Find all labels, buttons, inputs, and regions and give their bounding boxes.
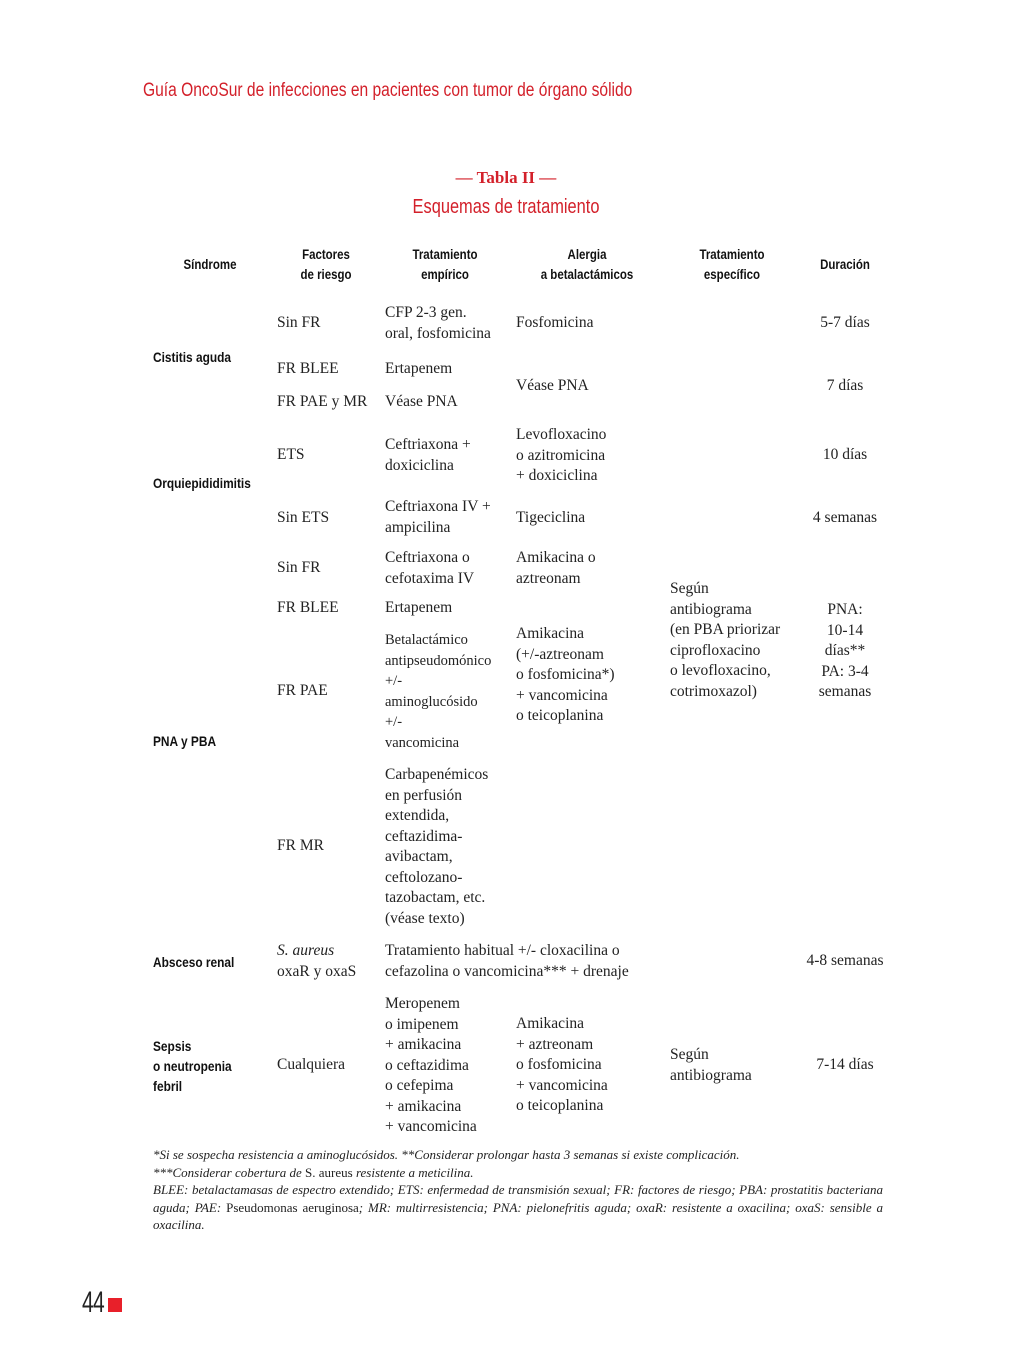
risk-cell: FR PAE — [277, 682, 328, 699]
duration-cell: 4-8 semanas — [806, 952, 884, 969]
syndrome-absceso-renal: Absceso renal — [153, 954, 235, 970]
risk-cell: Sin FR — [277, 314, 321, 331]
empiric-cell: Ertapenem — [385, 599, 453, 616]
allergy-cell: Amikacina (+/-aztreonam o fosfomicina*) + vancomicina o teicoplanina — [516, 625, 615, 724]
duration-cell: PNA: 10-14 días** PA: 3-4 semanas — [818, 601, 872, 700]
allergy-cell: Véase PNA — [516, 377, 589, 394]
col-header-specific: Tratamiento específico — [699, 246, 765, 282]
risk-cell: S. aureus oxaR y oxaS — [277, 942, 357, 980]
risk-cell: FR BLEE — [277, 360, 339, 377]
duration-cell: 4 semanas — [812, 509, 878, 526]
empiric-cell: Meropenem o imipenem + amikacina o ceftazidima o cefepima + amikacina + vancomicina — [385, 995, 477, 1135]
empiric-cell: Ertapenem — [385, 360, 453, 377]
risk-cell: Sin FR — [277, 559, 321, 576]
running-header: Guía OncoSur de infecciones en pacientes con tumor de órgano sólido — [143, 80, 633, 101]
syndrome-cistitis: Cistitis aguda — [153, 349, 232, 365]
empiric-cell: CFP 2-3 gen. oral, fosfomicina — [385, 304, 491, 342]
table-title: Esquemas de tratamiento — [412, 196, 600, 218]
footnote-line: ***Considerar cobertura de S. aureus resistente a meticilina. — [153, 1164, 474, 1180]
risk-cell: FR PAE y MR — [277, 393, 368, 410]
specific-cell: Según antibiograma (en PBA priorizar ciprofloxacino o levofloxacino, cotrimoxazol) — [670, 580, 781, 700]
footnote-abbreviations: BLEE: betalactamasas de espectro extendido; ETS: enfermedad de transmisión sexual; FR: factores de riesgo; PBA: prostatitis bacteriana aguda; PAE: Pseudomonas aeruginosa; MR: multirresistencia; PNA: pielonefritis aguda; oxaR: resistente a oxacilina; oxaS: sensible a oxacilina. — [153, 1182, 883, 1232]
duration-cell: 7 días — [826, 377, 864, 394]
empiric-cell: Ceftriaxona IV + ampicilina — [385, 498, 491, 536]
empiric-cell: Ceftriaxona + doxiciclina — [385, 436, 471, 474]
allergy-cell: Fosfomicina — [516, 314, 594, 331]
allergy-cell: Amikacina o aztreonam — [516, 549, 596, 587]
empiric-cell: Véase PNA — [385, 393, 458, 410]
col-header-risk: Factores de riesgo — [300, 246, 352, 282]
footnote-line: *Si se sospecha resistencia a aminoglucósidos. **Considerar prolongar hasta 3 semanas si existe complicación. — [153, 1147, 740, 1162]
risk-cell: FR MR — [277, 837, 324, 854]
risk-cell: FR BLEE — [277, 599, 339, 616]
col-header-empiric: Tratamiento empírico — [412, 246, 478, 282]
risk-cell: Sin ETS — [277, 509, 330, 526]
duration-cell: 5-7 días — [820, 314, 870, 331]
allergy-cell: Tigeciclina — [516, 509, 586, 526]
page-number: 44 — [82, 1286, 104, 1319]
empiric-cell: Ceftriaxona o cefotaxima IV — [385, 549, 475, 587]
duration-cell: 7-14 días — [816, 1056, 874, 1073]
syndrome-orquiepididimitis: Orquiepididimitis — [153, 475, 251, 491]
treatment-cell: Tratamiento habitual +/- cloxacilina o cefazolina o vancomicina*** + drenaje — [385, 942, 629, 980]
syndrome-pna-pba: PNA y PBA — [153, 733, 217, 749]
col-header-allergy: Alergia a betalactámicos — [540, 246, 634, 282]
syndrome-sepsis: Sepsis o neutropenia febril — [153, 1038, 232, 1094]
table-label: — Tabla II — — [455, 168, 557, 187]
risk-cell: Cualquiera — [277, 1056, 346, 1073]
col-header-duration: Duración — [820, 256, 870, 272]
duration-cell: 10 días — [822, 446, 868, 463]
empiric-cell: Carbapenémicos en perfusión extendida, ceftazidima- avibactam, ceftolozano- tazobactam, etc. (véase texto) — [385, 766, 489, 927]
empiric-cell: Betalactámico antipseudomónico +/- aminoglucósido +/- vancomicina — [385, 632, 492, 751]
allergy-cell: Amikacina + aztreonam o fosfomicina + vancomicina o teicoplanina — [516, 1015, 608, 1114]
risk-cell: ETS — [277, 446, 305, 463]
col-header-syndrome: Síndrome — [183, 256, 237, 272]
table-footnotes — [153, 1146, 883, 1234]
page-marker-square — [108, 1298, 122, 1312]
specific-cell: Según antibiograma — [670, 1046, 752, 1084]
allergy-cell: Levofloxacino o azitromicina + doxiciclina — [516, 426, 607, 484]
